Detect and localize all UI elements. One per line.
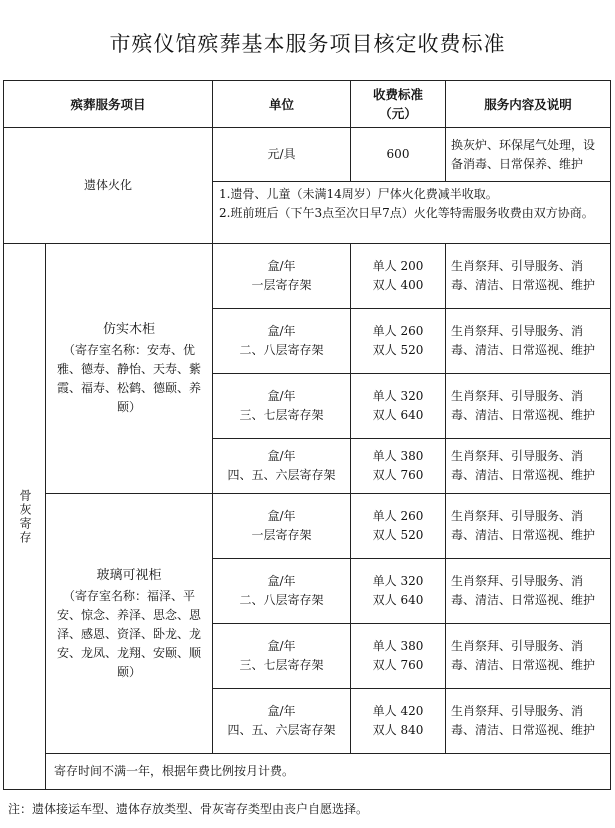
single-fee: 单人 420 xyxy=(372,704,424,718)
single-fee: 单人 320 xyxy=(372,574,424,588)
header-desc-label: 服务内容及说明 xyxy=(484,96,572,112)
single-fee: 单人 200 xyxy=(372,259,424,273)
unit-text: 盒/年 xyxy=(267,449,296,463)
unit-text: 盒/年 xyxy=(267,704,296,718)
desc-text: 生肖祭拜、引导服务、消毒、清洁、日常巡视、维护 xyxy=(451,639,596,672)
glass-cabinet-rooms: （寄存室名称：福泽、平安、惊念、养泽、思念、恩泽、感恩、资泽、卧龙、龙安、龙凤、龙翔、安颐、顺颐） xyxy=(56,588,201,679)
wood-row-4-fee xyxy=(350,438,446,494)
wood-row-1-desc xyxy=(445,243,611,309)
cremation-fee xyxy=(350,127,446,182)
shelf-text: 四、五、六层寄存架 xyxy=(227,468,336,482)
desc-text: 生肖祭拜、引导服务、消毒、清洁、日常巡视、维护 xyxy=(451,324,596,357)
unit-text: 盒/年 xyxy=(267,639,296,653)
glass-row-2-unit xyxy=(212,558,351,624)
header-item xyxy=(3,80,213,128)
double-fee: 双人 400 xyxy=(372,278,424,292)
wood-row-3-fee xyxy=(350,373,446,439)
unit-text: 盒/年 xyxy=(267,509,296,523)
shelf-text: 一层寄存架 xyxy=(251,278,312,292)
desc-text: 生肖祭拜、引导服务、消毒、清洁、日常巡视、维护 xyxy=(451,389,596,422)
glass-cabinet xyxy=(45,493,213,754)
desc-text: 生肖祭拜、引导服务、消毒、清洁、日常巡视、维护 xyxy=(451,259,596,292)
cremation-name-text: 遗体火化 xyxy=(83,178,132,192)
cremation-unit xyxy=(212,127,351,182)
wood-row-3-desc xyxy=(445,373,611,439)
unit-text: 盒/年 xyxy=(267,389,296,403)
glass-row-1-desc xyxy=(445,493,611,559)
unit-text: 盒/年 xyxy=(267,324,296,338)
double-fee: 双人 520 xyxy=(372,343,424,357)
cremation-notes xyxy=(212,181,611,244)
unit-text: 盒/年 xyxy=(267,259,296,273)
glass-row-2-fee xyxy=(350,558,446,624)
shelf-text: 二、八层寄存架 xyxy=(239,343,324,357)
glass-row-4-fee xyxy=(350,688,446,754)
double-fee: 双人 640 xyxy=(372,593,424,607)
wood-row-4-unit xyxy=(212,438,351,494)
desc-text: 生肖祭拜、引导服务、消毒、清洁、日常巡视、维护 xyxy=(451,449,596,482)
single-fee: 单人 260 xyxy=(372,509,424,523)
glass-row-3-unit xyxy=(212,623,351,689)
header-fee-line2: （元） xyxy=(379,106,417,121)
glass-row-1-unit xyxy=(212,493,351,559)
footnote: 注：遗体接运车型、遗体存放类型、骨灰寄存类型由丧户自愿选择。 xyxy=(8,802,369,816)
header-unit xyxy=(212,80,351,128)
cremation-unit-text: 元/具 xyxy=(267,147,296,161)
wood-cabinet-rooms: （寄存室名称：安寿、优雅、德寿、静怡、天寿、紫霞、福寿、松鹤、德颐、养颐） xyxy=(56,343,201,414)
header-unit-label: 单位 xyxy=(268,96,294,112)
single-fee: 单人 380 xyxy=(372,449,424,463)
wood-row-2-fee xyxy=(350,308,446,374)
header-desc xyxy=(445,80,611,128)
wood-cabinet xyxy=(45,243,213,494)
wood-row-1-unit xyxy=(212,243,351,309)
wood-row-4-desc xyxy=(445,438,611,494)
shelf-text: 三、七层寄存架 xyxy=(239,408,324,422)
desc-text: 生肖祭拜、引导服务、消毒、清洁、日常巡视、维护 xyxy=(451,509,596,542)
glass-row-1-fee xyxy=(350,493,446,559)
page-title: 市殡仪馆殡葬基本服务项目核定收费标准 xyxy=(109,32,506,56)
glass-row-2-desc xyxy=(445,558,611,624)
cremation-fee-text: 600 xyxy=(386,147,410,161)
unit-text: 盒/年 xyxy=(267,574,296,588)
wood-row-2-unit xyxy=(212,308,351,374)
wood-row-3-unit xyxy=(212,373,351,439)
double-fee: 双人 760 xyxy=(372,468,424,482)
double-fee: 双人 640 xyxy=(372,408,424,422)
shelf-text: 三、七层寄存架 xyxy=(239,658,324,672)
double-fee: 双人 520 xyxy=(372,528,424,542)
storage-name xyxy=(3,243,46,790)
shelf-text: 二、八层寄存架 xyxy=(239,593,324,607)
header-fee-line1: 收费标准 xyxy=(372,87,423,102)
storage-name-text: 骨灰寄存 xyxy=(18,488,32,545)
cremation-name xyxy=(3,127,213,244)
wood-cabinet-name: 仿实木柜 xyxy=(102,322,155,337)
shelf-text: 四、五、六层寄存架 xyxy=(227,723,336,737)
double-fee: 双人 840 xyxy=(372,723,424,737)
single-fee: 单人 260 xyxy=(372,324,424,338)
single-fee: 单人 320 xyxy=(372,389,424,403)
double-fee: 双人 760 xyxy=(372,658,424,672)
cremation-desc-text: 换灰炉、环保尾气处理，设备消毒、日常保养、维护 xyxy=(451,137,596,171)
cremation-note-2: 2.班前班后（下午3点至次日早7点）火化等特需服务收费由双方协商。 xyxy=(219,206,594,220)
glass-row-3-desc xyxy=(445,623,611,689)
storage-note-text: 寄存时间不满一年，根据年费比例按月计费。 xyxy=(54,764,295,778)
single-fee: 单人 380 xyxy=(372,639,424,653)
glass-row-4-unit xyxy=(212,688,351,754)
shelf-text: 一层寄存架 xyxy=(251,528,312,542)
storage-note xyxy=(45,753,611,790)
cremation-desc xyxy=(445,127,611,182)
glass-row-3-fee xyxy=(350,623,446,689)
glass-cabinet-name: 玻璃可视柜 xyxy=(96,567,162,583)
desc-text: 生肖祭拜、引导服务、消毒、清洁、日常巡视、维护 xyxy=(451,574,596,607)
wood-row-2-desc xyxy=(445,308,611,374)
header-item-label: 殡葬服务项目 xyxy=(70,96,146,112)
wood-row-1-fee xyxy=(350,243,446,309)
glass-row-4-desc xyxy=(445,688,611,754)
cremation-note-1: 1.遗骨、儿童（未满14周岁）尸体火化费减半收取。 xyxy=(219,187,498,201)
desc-text: 生肖祭拜、引导服务、消毒、清洁、日常巡视、维护 xyxy=(451,704,596,737)
header-fee xyxy=(350,80,446,128)
